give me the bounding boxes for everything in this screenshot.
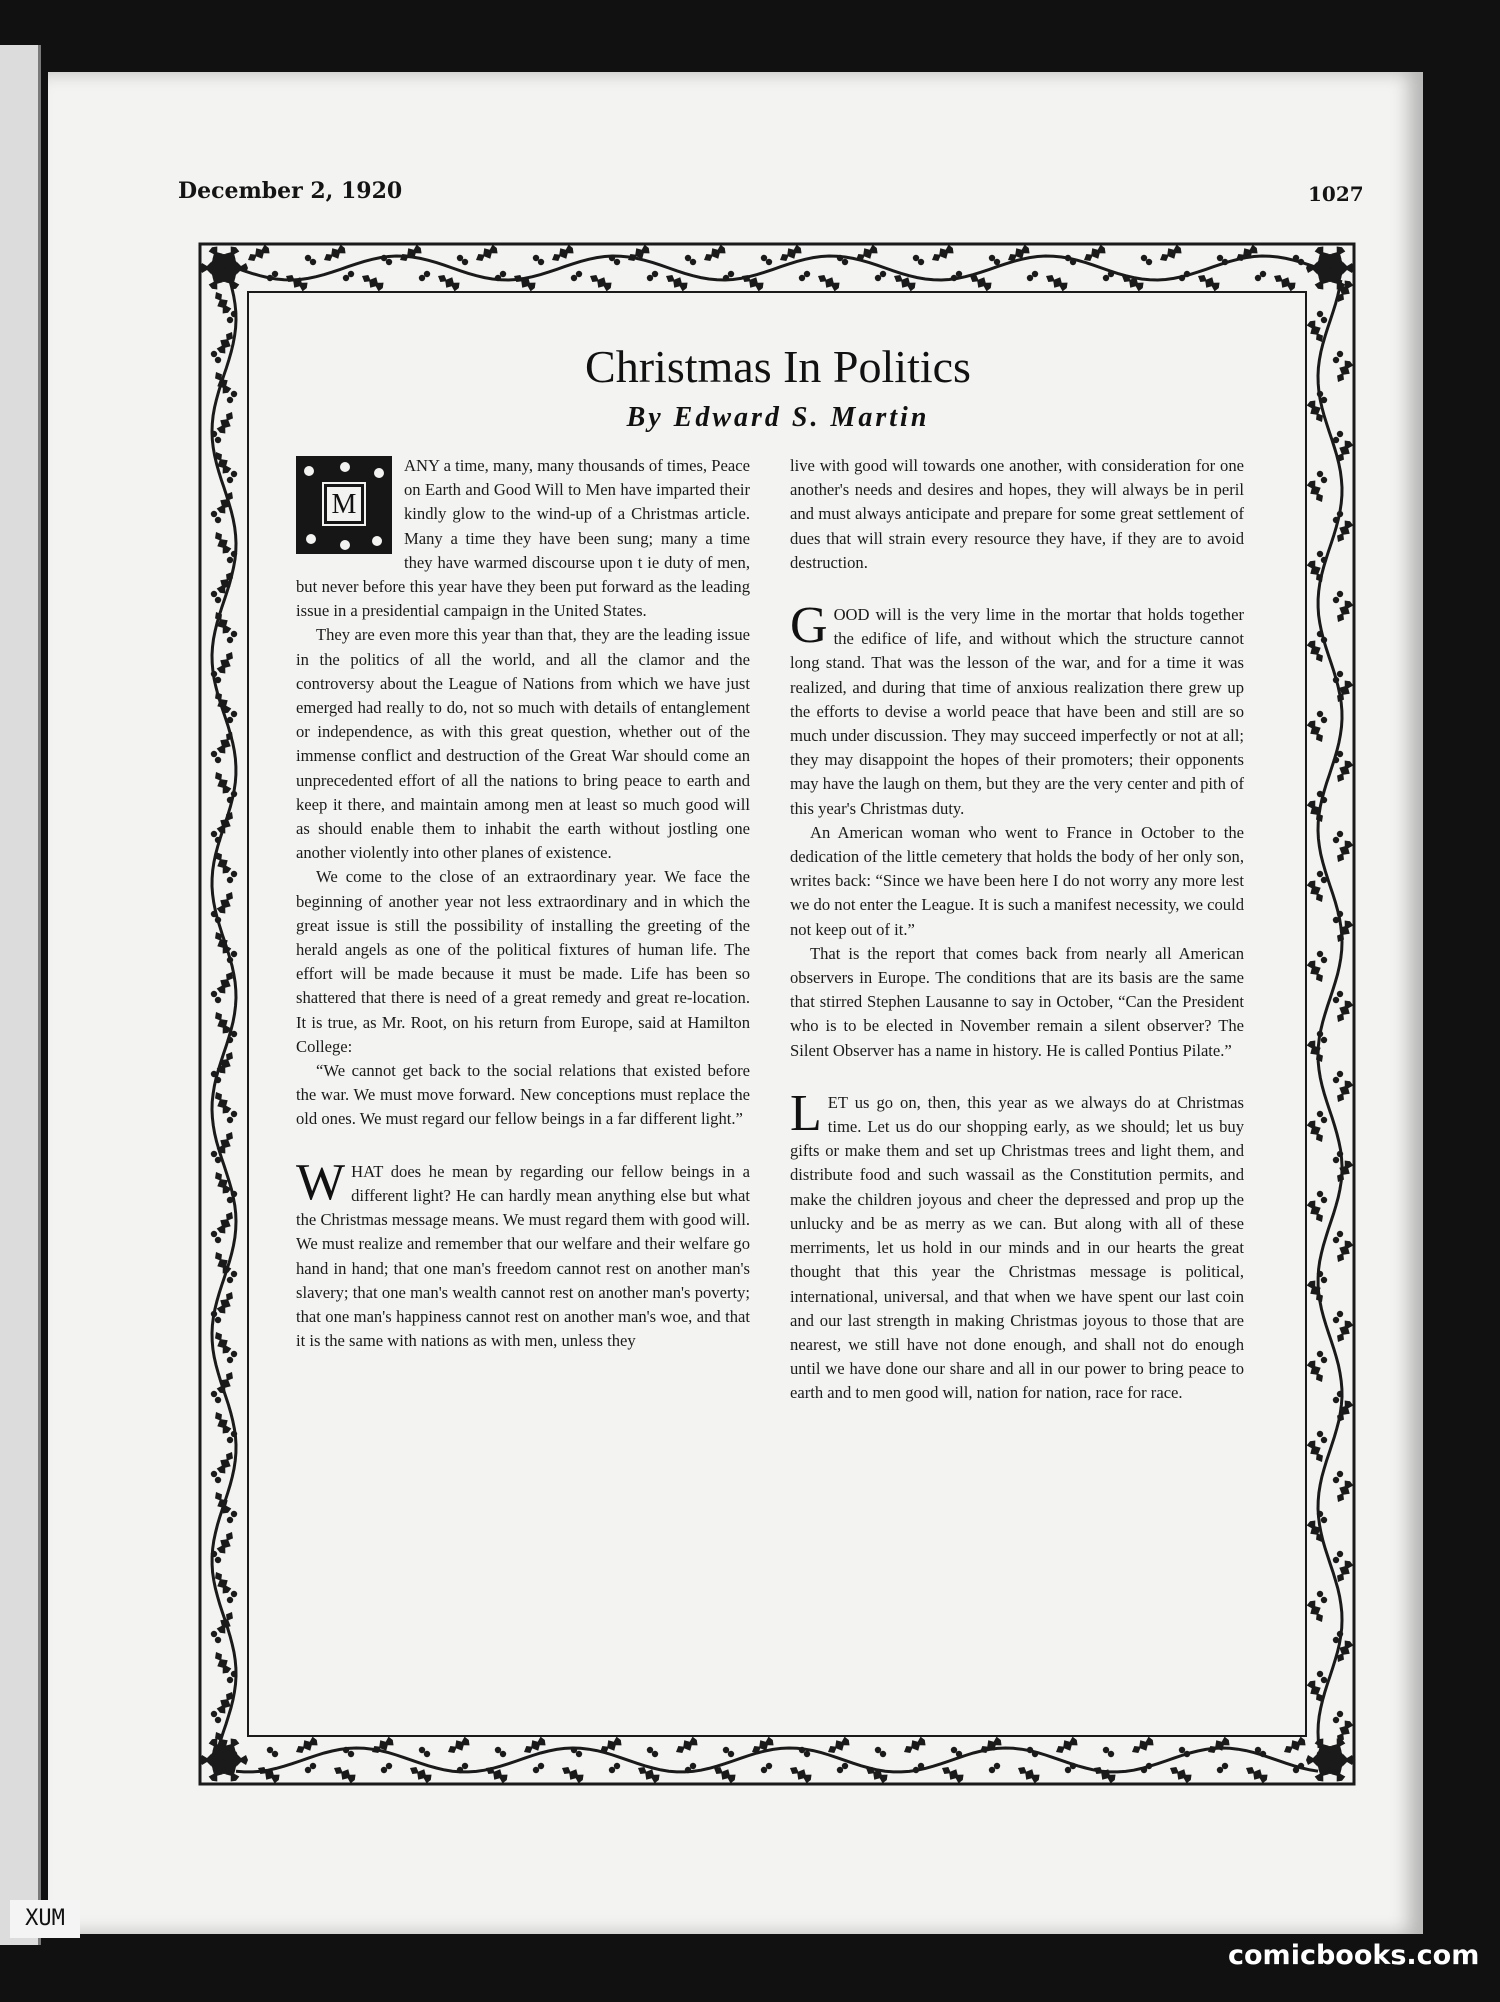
- section-initial: W: [296, 1153, 346, 1211]
- section-paragraph: [790, 1084, 1244, 1406]
- paragraph: live with good will towards one another, with consideration for one another's needs and desires and hopes, they will always be in peril and must always anticipate and prepare for some great settlement of dues that will strain every resource they have, if they are to avoid destruction.: [790, 456, 1244, 572]
- section-initial: L: [790, 1084, 822, 1142]
- adjacent-page-edge: [0, 45, 41, 1945]
- paragraph: They are even more this year than that, they are the leading issue in the politics of all the world, and all the clamor and the controversy about the League of Nations from which we have just emerged had really to do, not so much with details of entanglement or independence, as with this great question, whether out of the immense conflict and destruction of the Great War should come an unprecedented effort of all the nations to bring peace to earth and keep it there, and maintain among men at least so much good will as should enable them to inhabit the earth without jostling one another violently into other planes of existence.: [296, 625, 750, 863]
- margin-label: XUM: [10, 1900, 80, 1938]
- paragraph: ANY a time, many, many thousands of times, Peace on Earth and Good Will to Men have imparted their kindly glow to the wind-up of a Christmas article. Many a time they have been sung; many a time they have warmed discourse upon t ie duty of men, but never before this year have they been put forward as the leading issue in a presidential campaign in the United States.: [296, 456, 750, 621]
- section-text: ET us go on, then, this year as we always do at Christmas time. Let us do our shopping early, as we should; let us buy gifts or make them and set up Christmas trees and light them, and distribute food and such wassail as the Constitution permits, and make the children joyous and cheer the depressed and prop up the unlucky and be as merry as we can. But along with all of these merriments, let us hold in our minds and in our hearts the great thought that this year the Christmas message is political, international, universal, and that when we have spent our last coin and our last strength in making Christmas joyous to those that are nearest, we still have not done enough, and shall not do enough until we have done our share and all in our power to bring peace to earth and to men good will, nation for nation, race for race.: [790, 1092, 1244, 1403]
- section-initial: G: [790, 597, 828, 655]
- article-title: Christmas In Politics: [585, 341, 971, 392]
- left-column: [296, 454, 750, 1353]
- page-number: 1027: [1308, 182, 1364, 206]
- right-column: [790, 454, 1244, 1406]
- watermark-text: comicbooks.com: [1228, 1940, 1480, 1971]
- ornamental-drop-cap: [296, 456, 392, 554]
- article-byline: By Edward S. Martin: [626, 402, 930, 433]
- section-text: HAT does he mean by regarding our fellow beings in a different light? He can hardly mean anything else but what the Christmas message means. We must regard them with good will. We must realize and remember that our welfare and their welfare go hand in hand; that one man's freedom cannot rest on another man's slavery; that one man's wealth cannot rest on another man's poverty; that one man's happiness cannot rest on another man's woe, and that it is the same with nations as with men, unless they: [296, 1161, 750, 1351]
- drop-cap-letter: M: [324, 484, 364, 524]
- section-text: OOD will is the very lime in the mortar that holds together the edifice of life, and without which the structure cannot long stand. That was the lesson of the war, and for a time it was realized, and during that time of anxious realization there grew up the efforts to devise a world peace that have been and still are so much under discussion. They may succeed imperfectly or not at all; they may disappoint the hopes of their promoters; their opponents may have the laugh on them, but they are the very center and pith of this year's Christmas duty.: [790, 605, 1244, 818]
- paragraph: “We cannot get back to the social relations that existed before the war. We must move forward. New conceptions must replace the old ones. We must regard our fellow beings in a far different light.”: [296, 1061, 750, 1129]
- section-paragraph: [790, 597, 1244, 821]
- paragraph: That is the report that comes back from nearly all American observers in Europe. The conditions that are its basis are the same that stirred Stephen Lausanne to say in October, “Can the President who is to be elected in November remain a silent observer? The Silent Observer has a name in history. He is called Pontius Pilate.”: [790, 943, 1244, 1060]
- paragraph: We come to the close of an extraordinary year. We face the beginning of another year not less extraordinary and in which the great issue is still the possibility of installing the greeting of the herald angels as one of the political fixtures of human life. The effort will be made because it must be made. Life has been so shattered that there is need of a great remedy and great re-location. It is true, as Mr. Root, on his return from Europe, said at Hamilton College:: [296, 867, 750, 1056]
- paragraph: An American woman who went to France in October to the dedication of the little cemetery that holds the body of her only son, writes back: “Since we have been here I do not worry any more lest we do not enter the League. It is such a manifest necessity, we could not keep out of it.”: [790, 822, 1244, 939]
- section-paragraph: [296, 1153, 750, 1354]
- dateline: December 2, 1920: [178, 178, 403, 204]
